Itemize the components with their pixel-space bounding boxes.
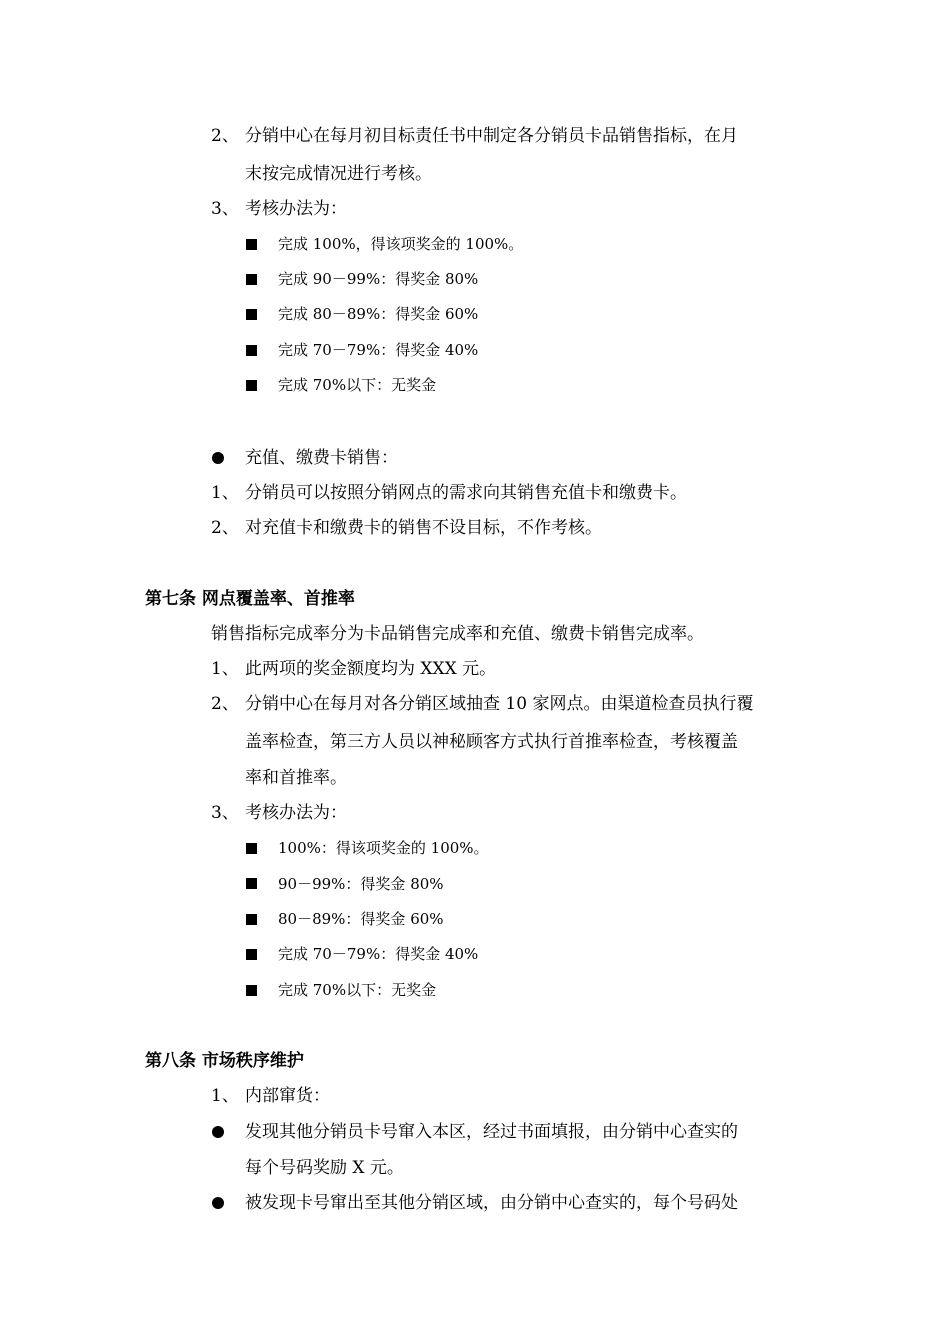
square-bullet-icon xyxy=(246,843,257,854)
item-text: 分销中心在每月初目标责任书中制定各分销员卡品销售指标，在月 xyxy=(245,126,738,146)
item-text: 对充值卡和缴费卡的销售不设目标，不作考核。 xyxy=(245,518,602,538)
bullet-text: 完成 80－89%：得奖金 60% xyxy=(278,305,479,323)
bullet-text: 完成 70－79%：得奖金 40% xyxy=(278,945,479,963)
item-number: 2、 xyxy=(211,518,239,538)
bullet-text: 完成 100%，得该项奖金的 100%。 xyxy=(278,235,524,253)
item-text: 考核办法为： xyxy=(245,199,347,219)
square-bullet-icon xyxy=(246,239,257,250)
square-bullet-icon xyxy=(246,914,257,925)
article-heading: 第八条 市场秩序维护 xyxy=(145,1051,304,1071)
item-text-continuation: 末按完成情况进行考核。 xyxy=(245,164,432,184)
bullet-text-continuation: 每个号码奖励 X 元。 xyxy=(245,1158,404,1178)
item-text: 分销员可以按照分销网点的需求向其销售充值卡和缴费卡。 xyxy=(245,483,687,503)
bullet-text: 90－99%：得奖金 80% xyxy=(278,875,444,893)
bullet-text: 完成 70%以下：无奖金 xyxy=(278,981,437,999)
square-bullet-icon xyxy=(246,949,257,960)
list-item-2 xyxy=(211,517,602,539)
article-heading: 第七条 网点覆盖率、首推率 xyxy=(145,589,355,609)
item-text-continuation: 盖率检查，第三方人员以神秘顾客方式执行首推率检查，考核覆盖 xyxy=(245,732,738,752)
list-item-1 xyxy=(211,482,687,504)
square-bullet-icon xyxy=(246,274,257,285)
paragraph: 销售指标完成率分为卡品销售完成率和充值、缴费卡销售完成率。 xyxy=(211,624,704,644)
square-bullet-icon xyxy=(246,878,257,889)
item-number: 2、 xyxy=(211,694,239,714)
round-bullet-icon xyxy=(212,1126,224,1138)
bullet-text: 完成 70－79%：得奖金 40% xyxy=(278,341,479,359)
item-number: 1、 xyxy=(211,1086,239,1106)
list-item-2 xyxy=(211,125,738,147)
list-item-1 xyxy=(211,658,496,680)
bullet-text: 被发现卡号窜出至其他分销区域，由分销中心查实的，每个号码处 xyxy=(245,1193,738,1213)
item-text: 考核办法为： xyxy=(245,803,347,823)
item-text: 分销中心在每月对各分销区域抽查 10 家网点。由渠道检查员执行覆 xyxy=(245,694,754,714)
round-bullet-icon xyxy=(212,1197,224,1209)
list-item-1 xyxy=(211,1085,330,1107)
item-number: 2、 xyxy=(211,126,239,146)
bullet-text: 发现其他分销员卡号窜入本区，经过书面填报，由分销中心查实的 xyxy=(245,1122,738,1142)
list-item-3 xyxy=(211,802,347,824)
square-bullet-icon xyxy=(246,309,257,320)
item-text: 内部窜货： xyxy=(245,1086,330,1106)
item-text-continuation: 率和首推率。 xyxy=(245,768,347,788)
square-bullet-icon xyxy=(246,380,257,391)
bullet-text: 100%：得该项奖金的 100%。 xyxy=(278,839,489,857)
item-number: 1、 xyxy=(211,483,239,503)
bullet-text: 80－89%：得奖金 60% xyxy=(278,910,444,928)
list-item-3 xyxy=(211,198,347,220)
round-bullet-icon xyxy=(212,452,224,464)
square-bullet-icon xyxy=(246,345,257,356)
item-text: 此两项的奖金额度均为 XXX 元。 xyxy=(245,659,497,679)
item-number: 3、 xyxy=(211,199,239,219)
list-item-2 xyxy=(211,693,753,715)
item-number: 1、 xyxy=(211,659,239,679)
section-title: 充值、缴费卡销售： xyxy=(245,448,398,468)
bullet-text: 完成 70%以下：无奖金 xyxy=(278,376,437,394)
bullet-text: 完成 90－99%：得奖金 80% xyxy=(278,270,479,288)
item-number: 3、 xyxy=(211,803,239,823)
square-bullet-icon xyxy=(246,985,257,996)
